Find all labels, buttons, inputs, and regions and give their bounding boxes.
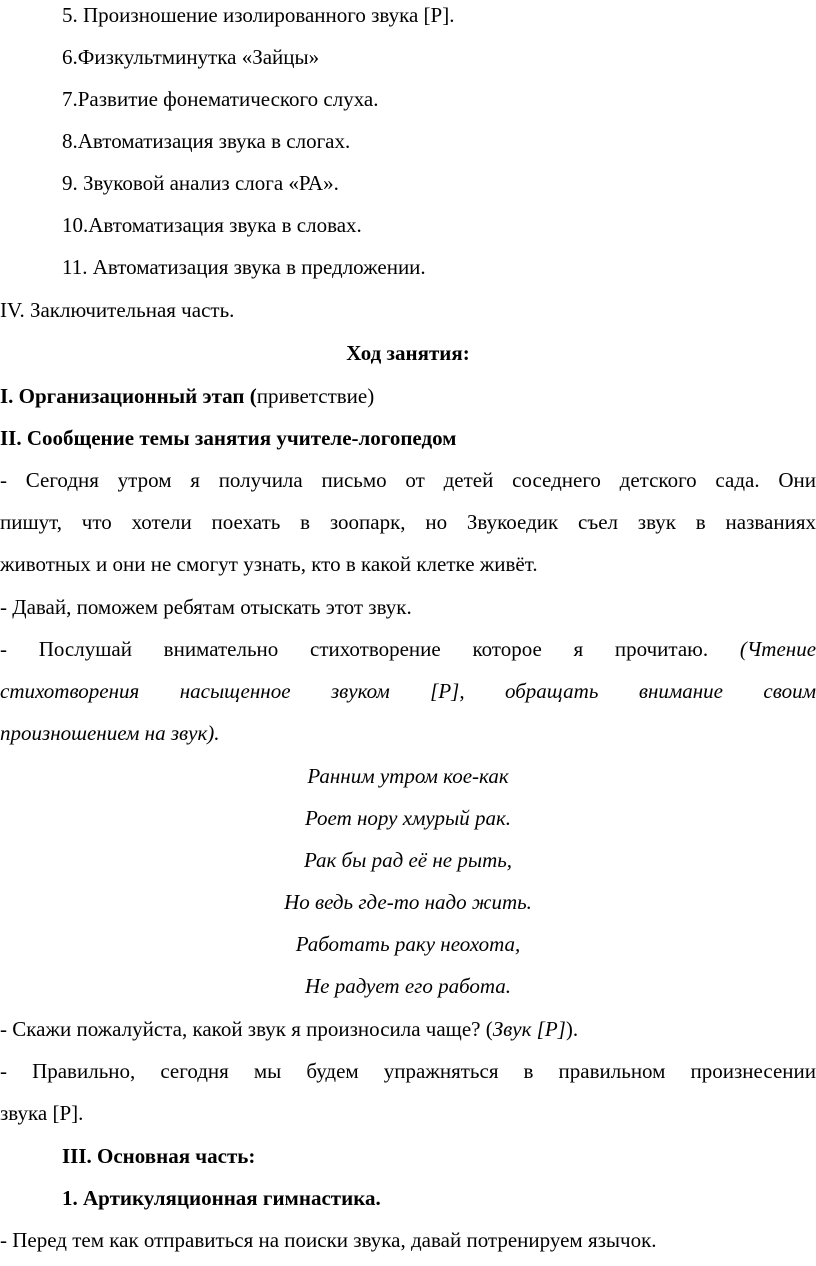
paragraph-line (0, 634, 816, 664)
plan-item: 7.Развитие фонематического слуха. (62, 87, 379, 111)
plan-item: 6.Физкультминутка «Зайцы» (62, 45, 320, 69)
question-line (0, 1014, 816, 1044)
section-one-heading: 1. Артикуляционная гимнастика. (62, 1186, 381, 1210)
part-three-heading: III. Основная часть: (62, 1144, 256, 1168)
poem-line: Не радует его работа. (304, 974, 512, 998)
question-close: ). (565, 1017, 579, 1041)
question-answer: Звук [Р] (492, 1017, 566, 1041)
paragraph-line: - Правильно, сегодня мы будем упражняться в правильном произнесении (0, 1059, 816, 1083)
poem-line: Рак бы рад её не рыть, (303, 848, 513, 872)
stage-one-bold: I. Организационный этап ( (0, 384, 257, 408)
poem-line: Ранним утром кое-как (307, 764, 509, 788)
plan-item: 8.Автоматизация звука в слогах. (62, 129, 351, 153)
stage-one-heading (0, 381, 816, 411)
paragraph-line: - Перед тем как отправиться на поиски звука, давай потренируем язычок. (0, 1228, 657, 1252)
paragraph-line: пишут, что хотели поехать в зоопарк, но Звукоедик съел звук в названиях (0, 510, 816, 534)
stage-one-note: приветствие) (256, 384, 375, 408)
poem-line: Но ведь где-то надо жить. (284, 890, 532, 914)
poem-line: Роет нору хмурый рак. (304, 806, 512, 830)
plan-item: 11. Автоматизация звука в предложении. (62, 255, 426, 279)
paragraph-line: произношением на звук). (0, 721, 220, 745)
paragraph-line: животных и они не смогут узнать, кто в какой клетке живёт. (0, 552, 538, 576)
paragraph-line: стихотворения насыщенное звуком [Р], обращать внимание своим (0, 679, 816, 703)
question-text: - Скажи пожалуйста, какой звук я произносила чаще? ( (0, 1017, 493, 1041)
paragraph-italic: (Чтение (739, 637, 816, 661)
plan-item: 10.Автоматизация звука в словах. (62, 213, 362, 237)
part-four-heading: IV. Заключительная часть. (0, 298, 235, 322)
poem-line: Работать раку неохота, (295, 932, 521, 956)
plan-item: 9. Звуковой анализ слога «РА». (62, 171, 339, 195)
paragraph-text: - Послушай внимательно стихотворение которое я прочитаю. (0, 637, 709, 661)
course-heading: Ход занятия: (346, 341, 470, 365)
paragraph-line: звука [Р]. (0, 1101, 84, 1125)
stage-two-heading: II. Сообщение темы занятия учителе-логопедом (0, 426, 457, 450)
paragraph-line: - Сегодня утром я получила письмо от детей соседнего детского сада. Они (0, 468, 816, 492)
paragraph-line: - Давай, поможем ребятам отыскать этот звук. (0, 595, 412, 619)
plan-item: 5. Произношение изолированного звука [Р]. (62, 3, 455, 27)
